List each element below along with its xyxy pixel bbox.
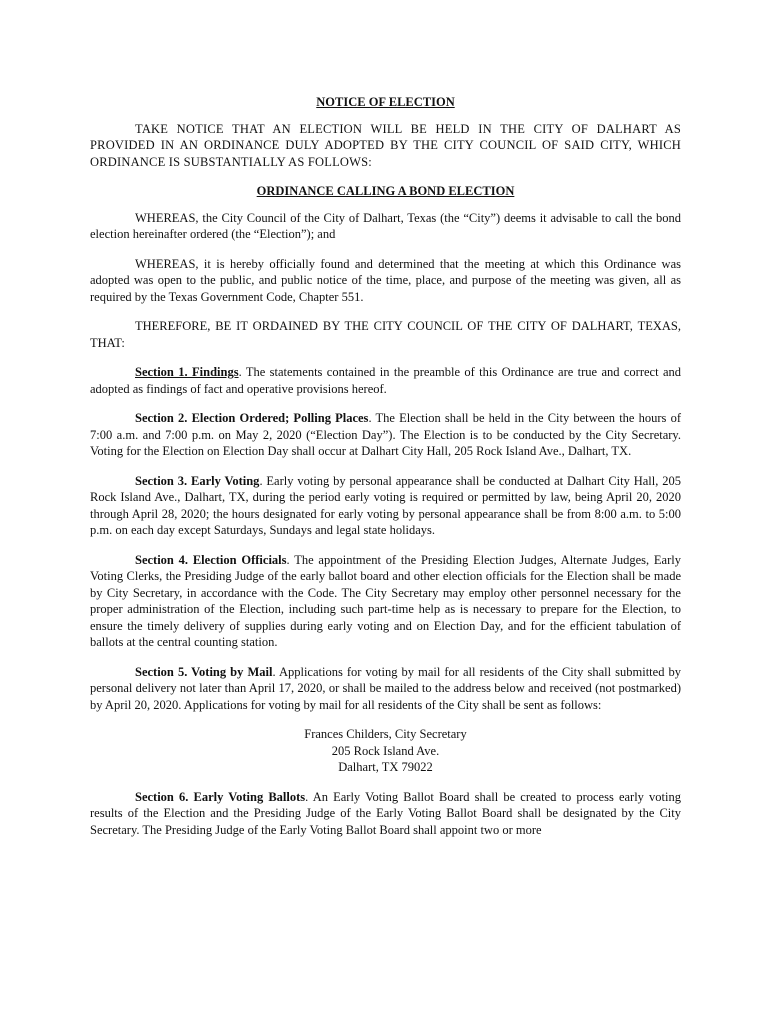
section-2 (90, 410, 681, 460)
therefore-paragraph: THEREFORE, BE IT ORDAINED BY THE CITY COUNCIL OF THE CITY OF DALHART, TEXAS, THAT: (90, 319, 681, 350)
section-1 (90, 364, 681, 397)
section-6-heading: Section 6. Early Voting Ballots (135, 789, 306, 804)
section-4-heading: Section 4. Election Officials (135, 552, 287, 567)
section-2-text: . The Election shall be held in the City between the hours of 7:00 a.m. and 7:00 p.m. on May 2, 2020 (“Election Day”). The Election is to be conducted by the City Secretary. Voting for the Election on Election Day shall occur at Dalhart City Hall, 205 Rock Island Ave., Dalhart, TX. (90, 411, 681, 458)
section-4 (90, 552, 681, 651)
address-line-street: 205 Rock Island Ave. (331, 743, 440, 758)
whereas-paragraph-1: WHEREAS, the City Council of the City of Dalhart, Texas (the “City”) deems it advisable to call the bond election hereinafter ordered (the “Election”); and (90, 210, 681, 241)
section-1-heading: Section 1. Findings (135, 365, 239, 379)
whereas-paragraph-2: WHEREAS, it is hereby officially found and determined that the meeting at which this Ordinance was adopted was open to the public, and public notice of the time, place, and purpose of the meeting was given, all as required by the Texas Government Code, Chapter 551. (90, 256, 681, 304)
section-5-text: . Applications for voting by mail for all residents of the City shall submitted by personal delivery not later than April 17, 2020, or shall be mailed to the address below and received (not postmarked) by April 20, 2020. Applications for voting by mail for all residents of the City shall be sent as follows: (90, 664, 682, 712)
section-5 (90, 664, 681, 714)
section-3 (90, 473, 681, 539)
address-line-name: Frances Childers, City Secretary (304, 727, 467, 741)
document-title: NOTICE OF ELECTION (316, 95, 455, 109)
section-6-text: . An Early Voting Ballot Board shall be created to process early voting results of the Election and the Presiding Judge of the Early Voting Ballot Board shall be designated by the City Secretary. The Presiding Judge of the Early Voting Ballot Board shall appoint two or more (90, 789, 681, 837)
intro-paragraph: TAKE NOTICE THAT AN ELECTION WILL BE HELD IN THE CITY OF DALHART AS PROVIDED IN AN ORDINANCE DULY ADOPTED BY THE CITY COUNCIL OF SAID CITY, WHICH ORDINANCE IS SUBSTANTIALLY AS FOLLOWS: (90, 121, 681, 169)
mailing-address (90, 726, 681, 776)
section-3-text: . Early voting by personal appearance shall be conducted at Dalhart City Hall, 205 Rock Island Ave., Dalhart, TX, during the period early voting is required or permitted by law, being April 20, 2020 through April 28, 2020; the hours designated for early voting by personal appearance shall be from 8:00 a.m. to 5:00 p.m. on each day except Saturdays, Sundays and legal state holidays. (90, 473, 681, 537)
section-3-heading: Section 3. Early Voting (135, 473, 260, 488)
section-6 (90, 789, 681, 839)
ordinance-title: ORDINANCE CALLING A BOND ELECTION (256, 184, 515, 198)
address-line-city: Dalhart, TX 79022 (338, 760, 433, 774)
document-page (90, 94, 681, 851)
section-1-text: . The statements contained in the preamble of this Ordinance are true and correct and adopted as findings of fact and operative provisions hereof. (90, 365, 681, 396)
section-2-heading: Section 2. Election Ordered; Polling Places (135, 411, 369, 425)
section-5-heading: Section 5. Voting by Mail (135, 664, 273, 679)
section-4-text: . The appointment of the Presiding Election Judges, Alternate Judges, Early Voting Clerks, the Presiding Judge of the early ballot board and other election officials for the Election shall be made by City Secretary, in accordance with the Code. The City Secretary may employ other personnel necessary for the proper administration of the Election, including such part-time help as is necessary to prepare for the Election, to ensure the timely delivery of supplies during early voting and on Election Day, and for the efficient tabulation of ballots at the central counting station. (90, 552, 681, 649)
